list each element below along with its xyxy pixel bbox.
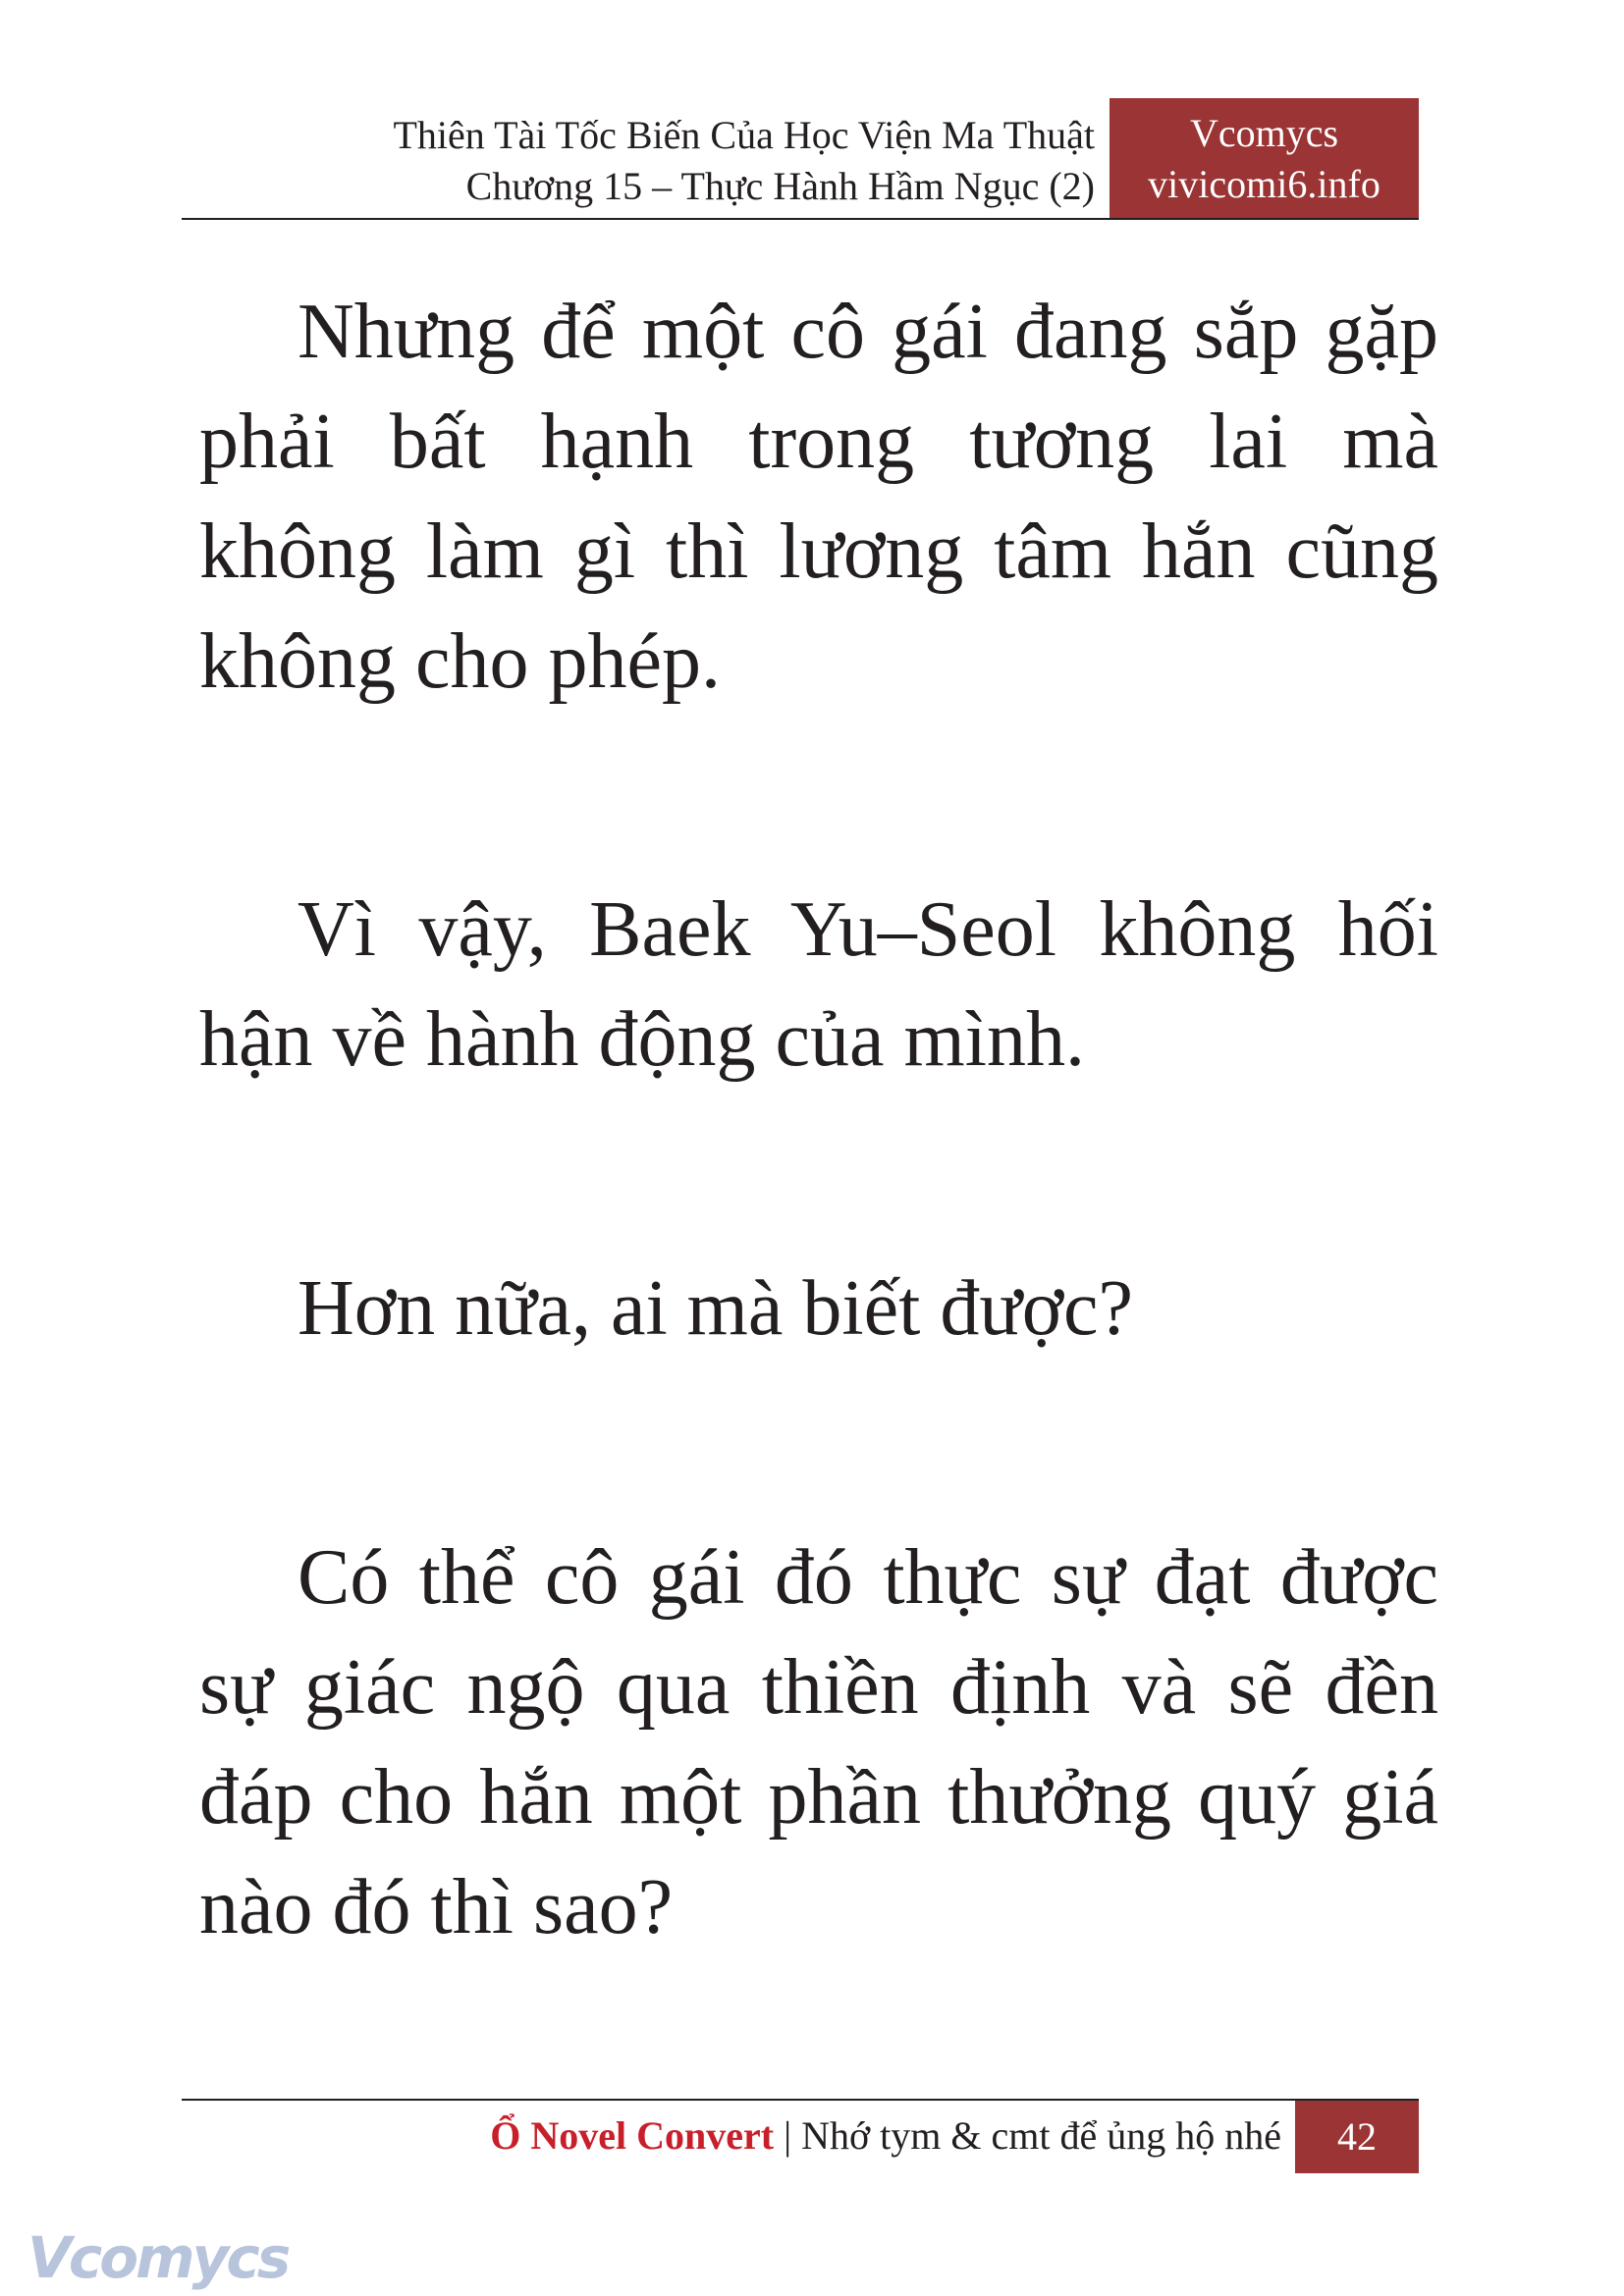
brand-name: Vcomycs [1189,111,1339,155]
page-content [199,277,1438,1962]
footer-brand: Ổ Novel Convert [490,2113,775,2158]
book-title: Thiên Tài Tốc Biến Của Học Viện Ma Thuật [393,113,1095,157]
footer-separator: | [784,2113,792,2158]
paragraph: Có thể cô gái đó thực sự đạt được sự giác ngộ qua thiền định và sẽ đền đáp cho hắn một phần thưởng quý giá nào đó thì sao? [199,1534,1438,1950]
paragraph: Hơn nữa, ai mà biết được? [298,1265,1134,1352]
header-titles [394,110,1096,212]
paragraph: Vì vậy, Baek Yu–Seol không hối hận về hành động của mình. [199,886,1438,1083]
footer-text [490,2109,1281,2163]
paragraph: Nhưng để một cô gái đang sắp gặp phải bất hạnh trong tương lai mà không làm gì thì lương tâm hắn cũng không cho phép. [199,289,1438,705]
header-brand-box [1110,98,1419,218]
page-footer [182,2099,1419,2173]
brand-site: vivicomi6.info [1148,162,1380,206]
watermark-logo: Vcomycs [27,2224,289,2291]
footer-message: Nhớ tym & cmt để ủng hộ nhé [801,2113,1281,2158]
chapter-title: Chương 15 – Thực Hành Hầm Ngục (2) [465,164,1095,208]
page-header [182,98,1419,220]
page-number: 42 [1295,2101,1419,2173]
